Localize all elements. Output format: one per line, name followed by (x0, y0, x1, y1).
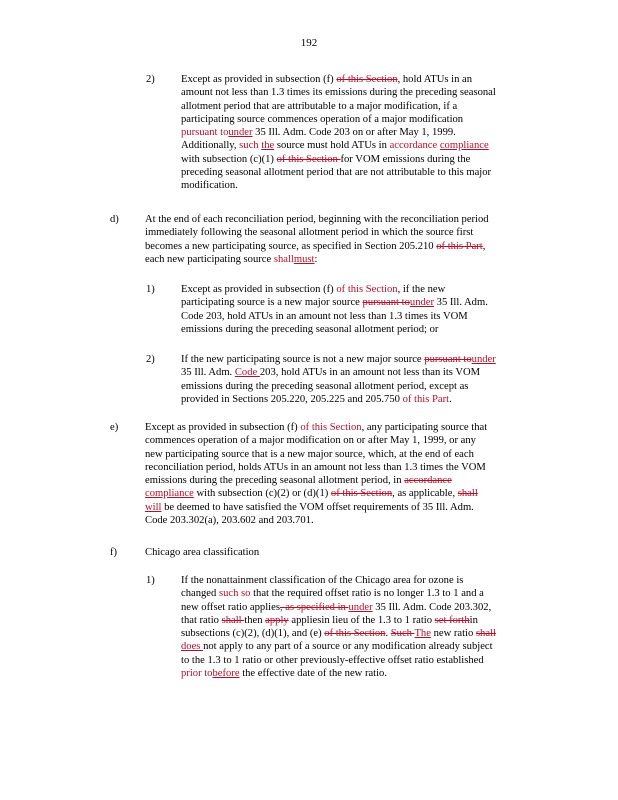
text-segment: reconciliation period, holds ATUs in an amount not less than 1.3 times the VOM (145, 461, 486, 473)
revised-text: accordance (389, 140, 438, 152)
text-segment: . (449, 393, 452, 405)
text-segment: preceding seasonal allotment period that are not attributable to this major (181, 167, 492, 179)
text-line (181, 126, 496, 139)
subsection-label: 2) (146, 354, 155, 365)
inserted-text: under (348, 601, 373, 613)
text-line (181, 353, 496, 366)
text-segment: Code 203.302(a), 203.602 and 203.701. (145, 515, 314, 527)
subsection-label: 1) (146, 284, 155, 295)
text-segment: to the 1.3 to 1 ratio or other previously-effective offset ratio established (181, 654, 484, 666)
subsection-text (145, 546, 259, 559)
text-line (181, 166, 496, 179)
text-segment: Except as provided in subsection (f) (181, 284, 337, 295)
text-line (181, 153, 496, 166)
text-line (181, 654, 496, 667)
text-line (145, 448, 487, 461)
deleted-text: of this Section (336, 74, 398, 85)
inserted-text: Code (234, 367, 260, 379)
inserted-text: compliance (145, 488, 194, 500)
subsection-label: 2) (146, 74, 155, 85)
text-line (181, 139, 496, 152)
text-segment: immediately following the seasonal allotment period in which the source first (145, 227, 474, 239)
text-line (181, 323, 488, 336)
text-segment: applies (288, 614, 322, 626)
text-line (145, 421, 487, 434)
subsection-text (145, 421, 487, 527)
subsection-text (145, 213, 489, 266)
deleted-text: shall (457, 488, 478, 500)
text-segment: participating source is a new major source (181, 297, 363, 309)
deleted-text: set forth (434, 614, 470, 626)
text-segment: new participating source that is a new major source, which, at the end of each (145, 448, 474, 460)
text-segment: allotment period that are attributable to a major modification, if a (181, 100, 458, 112)
text-segment: At the end of each reconciliation period, beginning with the reconciliation period (145, 214, 489, 225)
deleted-text: of this Section (330, 488, 393, 500)
text-line (181, 366, 496, 379)
text-line (181, 283, 488, 296)
deleted-text: shall (221, 614, 245, 626)
revised-text: pursuant to (181, 127, 229, 139)
revised-text: of this Section (336, 284, 398, 295)
text-segment: with subsection (c)(2) or (d)(1) (193, 488, 331, 500)
text-segment: be deemed to have satisfied the VOM offset requirements of 35 Ill. Adm. (161, 501, 474, 513)
text-line (145, 226, 489, 239)
inserted-text: does (181, 641, 204, 653)
deleted-text: of this Section (324, 628, 386, 640)
subsection-text (181, 73, 496, 193)
text-segment: not apply to any part of a source or any modification already subject (203, 641, 493, 653)
text-segment: modification. (181, 180, 238, 192)
text-line (145, 487, 487, 500)
revised-text: of this Section (300, 422, 362, 433)
text-segment: Except as provided in subsection (f) (181, 74, 337, 85)
inserted-text: compliance (439, 140, 489, 152)
text-line (181, 393, 496, 406)
text-segment: , if the new (397, 284, 446, 295)
revised-text: prior to (181, 668, 213, 680)
text-line (145, 474, 487, 487)
text-segment: If the new participating source is not a new major source (181, 354, 425, 365)
text-segment: for VOM emissions during the (340, 153, 471, 165)
text-line (181, 179, 496, 192)
text-segment: 35 Ill. Adm. (434, 297, 488, 309)
revised-text: such (239, 140, 259, 152)
text-segment: with subsection (c)(1) (181, 153, 277, 165)
text-segment: provided in Sections 205.220, 205.225 and 205.750 (181, 393, 403, 405)
text-segment: 35 Ill. Adm. Code 203.302, (372, 601, 492, 613)
text-segment: : (314, 253, 318, 265)
text-segment: that ratio (181, 614, 222, 626)
text-segment: . (385, 628, 391, 640)
text-segment: amount not less than 1.3 times its emissions during the preceding seasonal (181, 87, 496, 99)
subsection-text (181, 283, 488, 336)
text-segment: Chicago area classification (145, 547, 260, 558)
text-segment: the effective date of the new ratio. (239, 668, 388, 680)
text-line (181, 310, 488, 323)
text-segment: that the required offset ratio is no longer 1.3 to 1 and a (250, 588, 484, 600)
text-line (181, 574, 496, 587)
deleted-text: of this Section (276, 153, 341, 165)
text-segment: Additionally, (181, 140, 240, 152)
text-segment: new ratio (430, 628, 476, 640)
text-line (181, 614, 496, 627)
deleted-text: pursuant to (424, 354, 472, 365)
text-segment: 35 Ill. Adm. (181, 367, 235, 379)
page-number: 192 (300, 37, 318, 49)
deleted-text: of this Part (436, 240, 483, 252)
text-line (181, 667, 496, 680)
text-segment: in (469, 614, 478, 626)
text-segment: emissions during the preceding seasonal allotment period; or (181, 323, 439, 335)
text-line (145, 461, 487, 474)
text-segment: changed (181, 588, 219, 600)
text-segment: subsections (c)(2), (d)(1), and (e) (181, 628, 325, 640)
deleted-text: pursuant to (362, 297, 410, 309)
inserted-text: under (409, 297, 435, 309)
text-segment: Except as provided in subsection (f) (145, 422, 301, 433)
inserted-text: under (228, 127, 253, 139)
text-segment: emissions during the preceding seasonal allotment period, in (145, 475, 405, 487)
inserted-text: the (261, 140, 275, 152)
subsection-text (181, 574, 496, 680)
text-segment: becomes a new participating source, as specified in Section 205.210 (145, 240, 437, 252)
deleted-text: apply (265, 614, 289, 626)
subsection-label: e) (110, 422, 119, 433)
inserted-text: must (293, 253, 315, 265)
inserted-text: The (414, 628, 431, 640)
subsection-label: f) (110, 547, 118, 558)
text-line (181, 73, 496, 86)
text-segment: If the nonattainment classification of the Chicago area for ozone is (181, 575, 464, 586)
text-line (181, 113, 496, 126)
text-line (145, 501, 487, 514)
text-segment: then (244, 614, 266, 626)
text-line (181, 587, 496, 600)
deleted-text: Such (390, 628, 415, 640)
deleted-text: shall (475, 628, 496, 640)
text-line (181, 601, 496, 614)
deleted-text: , as specified in (279, 601, 349, 613)
text-segment: 35 Ill. Adm. Code 203 on or after May 1, 1999. (252, 127, 456, 139)
text-line (181, 100, 496, 113)
subsection-label: d) (110, 214, 119, 225)
text-segment: emissions during the preceding seasonal allotment period, except as (181, 380, 469, 392)
text-line (181, 627, 496, 640)
subsection-label: 1) (146, 575, 155, 586)
text-line (181, 86, 496, 99)
revised-text: of this Part (402, 393, 450, 405)
revised-text: such so (218, 588, 251, 600)
text-line (145, 514, 487, 527)
text-line (145, 253, 489, 266)
text-line (181, 640, 496, 653)
subsection-text (181, 353, 496, 406)
deleted-text: accordance (404, 475, 452, 487)
text-segment: Code 203, hold ATUs in an amount not less than 1.3 times its VOM (181, 310, 468, 322)
inserted-text: will (145, 501, 162, 513)
text-segment: participating source commences operation of a major modification (181, 113, 464, 125)
text-line (181, 296, 488, 309)
text-line (145, 546, 259, 559)
text-segment: 203, hold ATUs in an amount not less than its VOM (259, 367, 481, 379)
text-line (145, 213, 489, 226)
text-segment: in lieu of the 1.3 to 1 ratio (321, 614, 435, 626)
text-segment: , hold ATUs in an (397, 74, 473, 85)
inserted-text: under (471, 354, 496, 365)
text-segment: source must hold ATUs in (274, 140, 390, 152)
text-segment: , (482, 240, 486, 252)
text-segment: new offset ratio applies (181, 601, 280, 613)
inserted-text: before (212, 668, 240, 680)
text-line (181, 380, 496, 393)
text-segment: commences operation of a major modification on or after May 1, 1999, or any (145, 435, 476, 447)
revised-text: shall (273, 253, 294, 265)
text-segment: , any participating source that (361, 422, 488, 433)
text-segment: , as applicable, (392, 488, 458, 500)
text-line (145, 240, 489, 253)
text-segment: each new participating source (145, 253, 274, 265)
text-line (145, 434, 487, 447)
